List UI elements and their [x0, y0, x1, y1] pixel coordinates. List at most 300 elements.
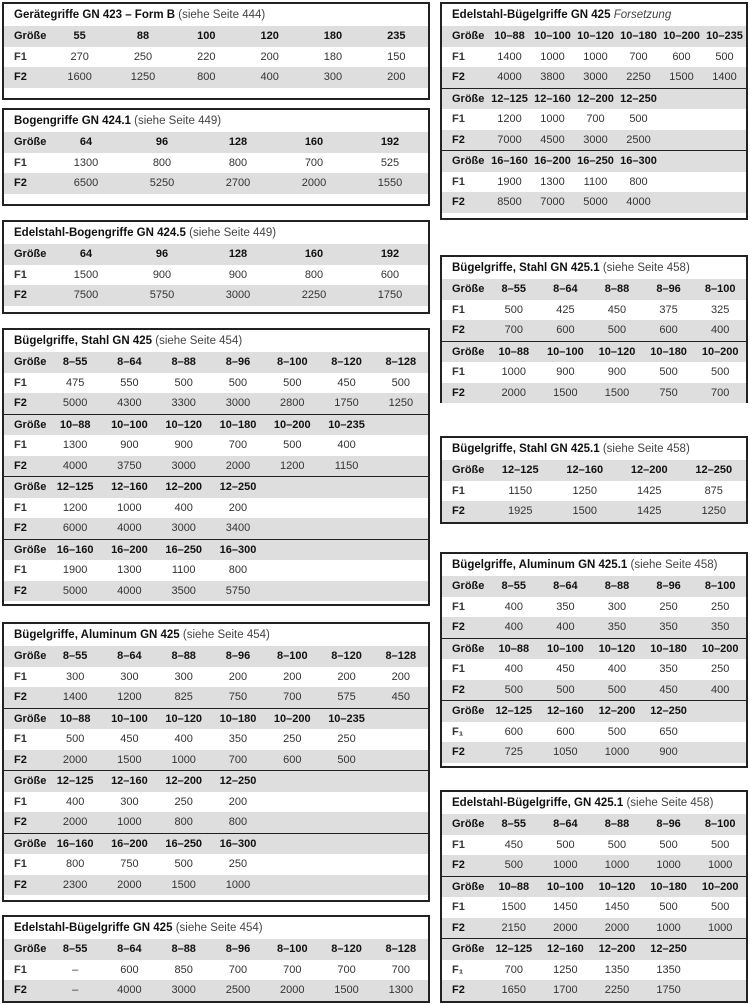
- force-value: 2000: [591, 918, 643, 939]
- empty-cell: [319, 539, 373, 560]
- page-reference: Forsetzung: [613, 9, 672, 21]
- empty-cell: [694, 722, 746, 743]
- empty-cell: [703, 109, 746, 130]
- force-value: 400: [504, 663, 523, 676]
- force-value: 1500: [73, 268, 99, 281]
- force-value: 200: [365, 67, 428, 88]
- size-value: 8–96: [211, 646, 265, 667]
- force-value: 500: [391, 376, 411, 389]
- size-value: 8–55: [488, 576, 540, 597]
- empty-cell: [374, 792, 428, 813]
- size-value: 12–250: [617, 88, 660, 109]
- empty-cell: [694, 742, 746, 763]
- force-value: 725: [488, 742, 540, 763]
- force-value: 700: [488, 320, 540, 341]
- force-value: 2300: [48, 875, 102, 896]
- force-value: 900: [174, 439, 193, 452]
- force-value: 400: [65, 795, 85, 808]
- force-f2-row: [4, 67, 428, 88]
- size-value: 8–96: [643, 279, 695, 300]
- force-value: 1000: [591, 742, 643, 763]
- force-value: 800: [211, 812, 265, 833]
- force-f1-row: [442, 481, 746, 502]
- table-title: [4, 4, 428, 26]
- size-value: 180: [301, 26, 364, 47]
- empty-cell: [703, 130, 746, 151]
- size-value: 8–120: [319, 646, 373, 667]
- force-value: 1400: [48, 687, 102, 708]
- size-value: 16–200: [102, 539, 156, 560]
- force-label: F1: [452, 113, 465, 126]
- force-f1-row: [4, 667, 428, 688]
- size-value: 10–120: [157, 708, 211, 729]
- force-value: 200: [228, 501, 248, 514]
- size-header-row: [4, 26, 428, 47]
- force-value: 5000: [48, 581, 102, 602]
- force-value: 350: [228, 733, 248, 746]
- size-header-row: [4, 833, 428, 854]
- force-f2-row: [442, 192, 746, 213]
- force-value: 1750: [643, 980, 695, 1001]
- size-value: 10–180: [643, 638, 695, 659]
- size-value: 8–64: [102, 352, 156, 373]
- size-value: 10–88: [488, 876, 540, 897]
- force-f1-row: [442, 835, 746, 856]
- force-table: [4, 939, 428, 1001]
- size-value: 10–88: [48, 414, 102, 435]
- force-value: 500: [607, 725, 627, 738]
- force-f1-row: [442, 722, 746, 743]
- force-label: F1: [452, 663, 465, 676]
- force-value: 800: [157, 812, 211, 833]
- force-f2-row: [442, 680, 746, 701]
- force-value: 2500: [617, 130, 660, 151]
- empty-cell: [374, 498, 428, 519]
- force-value: 450: [556, 663, 575, 676]
- table-box-gn425-edelstahl-fortsetzung: [440, 2, 748, 220]
- empty-cell: [374, 518, 428, 539]
- size-value: 12–125: [488, 88, 531, 109]
- size-value: 12–250: [211, 477, 265, 498]
- force-value: 4500: [531, 130, 574, 151]
- force-value: 4000: [102, 980, 156, 1001]
- force-label: F2: [4, 581, 48, 602]
- size-header-row: [4, 244, 428, 265]
- force-value: 700: [391, 963, 411, 976]
- table-title-text: Bügelgriffe, Stahl GN 425: [14, 335, 153, 347]
- size-label: Größe: [442, 341, 488, 362]
- size-value: 12–160: [102, 477, 156, 498]
- force-value: 1500: [660, 67, 703, 88]
- table-box-gn425-1-stahl: [440, 255, 748, 403]
- force-label: F2: [442, 617, 488, 638]
- size-value: 10–235: [703, 26, 746, 47]
- force-value: 700: [504, 963, 523, 976]
- page-reference: (siehe Seite 444): [178, 9, 266, 21]
- empty-cell: [265, 560, 319, 581]
- empty-cell: [265, 518, 319, 539]
- empty-cell: [660, 192, 703, 213]
- force-value: 1450: [553, 901, 578, 914]
- force-value: 500: [607, 838, 627, 851]
- force-value: 1000: [117, 501, 142, 514]
- size-value: 192: [352, 132, 428, 153]
- force-f1-row: [442, 47, 746, 68]
- table-box-gn425-1-aluminum: [440, 552, 748, 768]
- force-f2-row: [442, 130, 746, 151]
- size-value: 8–64: [540, 576, 592, 597]
- force-table: [4, 352, 428, 601]
- force-value: 1500: [157, 875, 211, 896]
- force-value: 1000: [540, 113, 565, 126]
- force-f1-row: [4, 960, 428, 981]
- size-value: 8–128: [374, 646, 428, 667]
- size-value: 8–120: [319, 939, 373, 960]
- force-label: F2: [442, 130, 488, 151]
- force-value: 500: [228, 376, 248, 389]
- force-value: 500: [65, 733, 85, 746]
- empty-cell: [265, 477, 319, 498]
- force-f1-row: [442, 172, 746, 193]
- size-value: 8–100: [265, 939, 319, 960]
- table-title: [442, 554, 746, 576]
- force-f2-row: [4, 750, 428, 771]
- force-value: 1250: [572, 484, 597, 497]
- force-label: F1: [14, 50, 27, 63]
- force-label: F1: [452, 366, 465, 379]
- force-table: [442, 460, 746, 522]
- empty-cell: [374, 414, 428, 435]
- force-value: 450: [120, 733, 139, 746]
- size-value: 64: [48, 132, 124, 153]
- force-label: F₁: [452, 725, 464, 738]
- force-f2-row: [442, 980, 746, 1001]
- size-value: 10–200: [265, 708, 319, 729]
- force-value: 350: [591, 617, 643, 638]
- force-value: 1400: [497, 50, 522, 63]
- force-value: 2000: [48, 812, 102, 833]
- size-header-row: [442, 876, 746, 897]
- size-value: 8–64: [102, 939, 156, 960]
- force-value: 1500: [591, 383, 643, 404]
- force-label: F1: [452, 50, 465, 63]
- size-value: 8–88: [591, 279, 643, 300]
- size-value: 8–96: [211, 939, 265, 960]
- force-value: 500: [283, 376, 302, 389]
- force-value: 250: [337, 733, 356, 746]
- force-value: 450: [643, 680, 695, 701]
- force-label: F2: [442, 680, 488, 701]
- empty-cell: [374, 539, 428, 560]
- force-table: [442, 814, 746, 1001]
- force-value: 500: [629, 113, 648, 126]
- size-value: 10–235: [319, 414, 373, 435]
- empty-cell: [374, 771, 428, 792]
- force-value: 1250: [553, 963, 578, 976]
- force-value: 600: [380, 268, 400, 281]
- size-value: 10–120: [591, 341, 643, 362]
- force-label: F2: [442, 742, 488, 763]
- size-value: 160: [276, 244, 352, 265]
- force-value: 200: [228, 795, 248, 808]
- force-f2-row: [4, 173, 428, 194]
- force-value: 475: [65, 376, 85, 389]
- force-label: F2: [4, 173, 48, 194]
- size-value: 120: [238, 26, 301, 47]
- force-f1-row: [4, 153, 428, 174]
- force-value: 3000: [200, 285, 276, 306]
- force-value: 1500: [319, 980, 373, 1001]
- empty-cell: [265, 854, 319, 875]
- force-value: 450: [504, 838, 523, 851]
- force-value: 1650: [488, 980, 540, 1001]
- size-value: 12–200: [591, 939, 643, 960]
- size-label: Größe: [442, 638, 488, 659]
- size-value: 8–55: [488, 279, 540, 300]
- size-value: 100: [175, 26, 238, 47]
- force-value: 4000: [102, 581, 156, 602]
- force-value: 1000: [643, 918, 695, 939]
- size-header-row: [442, 279, 746, 300]
- size-value: 8–88: [157, 352, 211, 373]
- force-value: 1150: [319, 456, 373, 477]
- size-value: 10–100: [540, 638, 592, 659]
- size-label: Größe: [4, 132, 48, 153]
- empty-cell: [374, 750, 428, 771]
- size-header-row: [442, 151, 746, 172]
- force-f2-row: [442, 320, 746, 341]
- force-value: 2250: [591, 980, 643, 1001]
- size-value: 8–96: [211, 352, 265, 373]
- size-value: 8–55: [488, 814, 540, 835]
- force-value: 1750: [319, 393, 373, 414]
- force-value: 250: [133, 50, 153, 63]
- force-label: F1: [14, 733, 27, 746]
- force-value: 1000: [501, 366, 527, 379]
- page-reference: (siehe Seite 458): [630, 559, 718, 571]
- force-value: 450: [374, 687, 428, 708]
- empty-cell: [374, 729, 428, 750]
- size-header-row: [442, 814, 746, 835]
- force-value: 700: [629, 50, 648, 63]
- size-value: 8–120: [319, 352, 373, 373]
- empty-cell: [660, 109, 703, 130]
- force-value: –: [48, 980, 102, 1001]
- force-value: 375: [659, 303, 678, 316]
- force-value: 900: [228, 268, 248, 281]
- force-value: 900: [607, 366, 627, 379]
- force-value: 3800: [531, 67, 574, 88]
- force-value: 500: [174, 858, 193, 871]
- force-value: 1900: [62, 564, 88, 577]
- force-value: 1300: [374, 980, 428, 1001]
- size-value: 10–100: [102, 414, 156, 435]
- force-f2-row: [4, 687, 428, 708]
- force-value: 400: [238, 67, 301, 88]
- empty-cell: [265, 792, 319, 813]
- empty-cell: [694, 939, 746, 960]
- force-value: 3000: [211, 393, 265, 414]
- size-header-row: [4, 539, 428, 560]
- empty-cell: [265, 581, 319, 602]
- force-value: 250: [711, 663, 730, 676]
- empty-cell: [694, 980, 746, 1001]
- force-value: 1500: [501, 901, 527, 914]
- force-f2-row: [4, 285, 428, 306]
- force-value: 425: [556, 303, 575, 316]
- force-value: 750: [643, 383, 695, 404]
- size-value: 8–100: [265, 352, 319, 373]
- force-label: F2: [442, 192, 488, 213]
- empty-cell: [319, 771, 373, 792]
- empty-cell: [660, 130, 703, 151]
- force-f2-row: [442, 383, 746, 404]
- force-f1-row: [4, 729, 428, 750]
- size-value: 8–128: [374, 352, 428, 373]
- force-value: 700: [304, 156, 324, 169]
- force-value: 500: [174, 376, 193, 389]
- size-value: 12–200: [157, 771, 211, 792]
- force-value: 1550: [352, 173, 428, 194]
- force-f2-row: [4, 393, 428, 414]
- size-value: 64: [48, 244, 124, 265]
- size-value: 12–160: [540, 701, 592, 722]
- empty-cell: [694, 960, 746, 981]
- size-value: 12–250: [643, 939, 695, 960]
- force-value: 2150: [488, 918, 540, 939]
- force-value: 1250: [111, 67, 174, 88]
- size-value: 10–88: [488, 341, 540, 362]
- table-title-text: Bügelgriffe, Aluminum GN 425.1: [452, 559, 628, 571]
- size-value: 10–88: [48, 708, 102, 729]
- empty-cell: [703, 172, 746, 193]
- force-value: 500: [659, 901, 678, 914]
- force-value: 825: [157, 687, 211, 708]
- size-header-row: [442, 88, 746, 109]
- force-f1-row: [442, 960, 746, 981]
- force-value: 500: [540, 680, 592, 701]
- empty-cell: [265, 771, 319, 792]
- force-label: F2: [442, 383, 488, 404]
- table-title: [442, 257, 746, 279]
- size-value: 12–160: [553, 460, 618, 481]
- force-value: 7500: [48, 285, 124, 306]
- empty-cell: [265, 812, 319, 833]
- force-value: 8500: [488, 192, 531, 213]
- table-title: [4, 917, 428, 939]
- table-box-gn424-1: [2, 108, 430, 206]
- force-value: 250: [283, 733, 302, 746]
- size-header-row: [4, 708, 428, 729]
- force-value: 1250: [682, 501, 747, 522]
- table-title: [442, 792, 746, 814]
- force-value: 700: [283, 963, 302, 976]
- empty-cell: [265, 498, 319, 519]
- size-header-row: [4, 132, 428, 153]
- force-table: [4, 646, 428, 895]
- force-value: 500: [488, 680, 540, 701]
- size-value: 10–100: [540, 341, 592, 362]
- size-value: 16–250: [157, 539, 211, 560]
- force-f1-row: [4, 373, 428, 394]
- force-value: 300: [301, 67, 364, 88]
- force-value: 500: [591, 320, 643, 341]
- size-value: 10–120: [591, 638, 643, 659]
- force-value: 300: [174, 670, 193, 683]
- empty-cell: [265, 539, 319, 560]
- size-label: Größe: [442, 151, 488, 172]
- page-reference: (siehe Seite 454): [182, 629, 270, 641]
- force-label: F2: [4, 67, 48, 88]
- force-label: F1: [14, 670, 27, 683]
- table-title-text: Edelstahl-Bogengriffe GN 424.5: [14, 227, 186, 239]
- force-value: 650: [659, 725, 678, 738]
- size-value: 10–235: [319, 708, 373, 729]
- size-value: 8–100: [694, 814, 746, 835]
- force-value: 800: [152, 156, 172, 169]
- force-value: 7000: [531, 192, 574, 213]
- force-value: 700: [211, 750, 265, 771]
- force-value: 250: [228, 858, 248, 871]
- size-label: Größe: [4, 708, 48, 729]
- size-value: 160: [276, 132, 352, 153]
- force-value: 1350: [656, 963, 681, 976]
- size-value: 8–55: [48, 646, 102, 667]
- force-value: 600: [672, 50, 691, 63]
- size-value: 10–100: [102, 708, 156, 729]
- size-value: 12–200: [617, 460, 682, 481]
- size-header-row: [4, 352, 428, 373]
- size-value: 10–120: [157, 414, 211, 435]
- size-value: 10–100: [540, 876, 592, 897]
- force-value: 1600: [48, 67, 111, 88]
- force-value: 7000: [488, 130, 531, 151]
- force-value: 400: [694, 320, 746, 341]
- force-value: 1100: [583, 175, 608, 188]
- force-value: 800: [175, 67, 238, 88]
- size-header-row: [442, 460, 746, 481]
- size-header-row: [4, 939, 428, 960]
- size-label: Größe: [442, 460, 488, 481]
- size-label: Größe: [4, 646, 48, 667]
- force-value: 350: [659, 663, 678, 676]
- force-value: 400: [337, 439, 356, 452]
- force-value: 500: [659, 838, 678, 851]
- size-value: 10–180: [617, 26, 660, 47]
- force-value: 1100: [171, 564, 196, 577]
- force-value: 1200: [497, 113, 522, 126]
- force-value: 800: [228, 156, 248, 169]
- force-value: 3000: [157, 980, 211, 1001]
- table-box-gn425-aluminum: [2, 622, 430, 902]
- size-value: 8–55: [48, 939, 102, 960]
- force-label: F1: [14, 156, 27, 169]
- table-title-text: Edelstahl-Bügelgriffe GN 425: [452, 9, 611, 21]
- page-reference: (siehe Seite 449): [134, 115, 222, 127]
- size-label: Größe: [4, 939, 48, 960]
- force-value: 1425: [617, 501, 682, 522]
- force-label: F2: [442, 501, 488, 522]
- force-value: 800: [65, 858, 85, 871]
- force-value: 400: [174, 733, 193, 746]
- size-value: 10–200: [694, 638, 746, 659]
- force-value: 900: [643, 742, 695, 763]
- force-value: 2700: [200, 173, 276, 194]
- force-f2-row: [442, 617, 746, 638]
- force-label: F2: [442, 918, 488, 939]
- force-label: F2: [4, 750, 48, 771]
- force-value: 700: [586, 113, 605, 126]
